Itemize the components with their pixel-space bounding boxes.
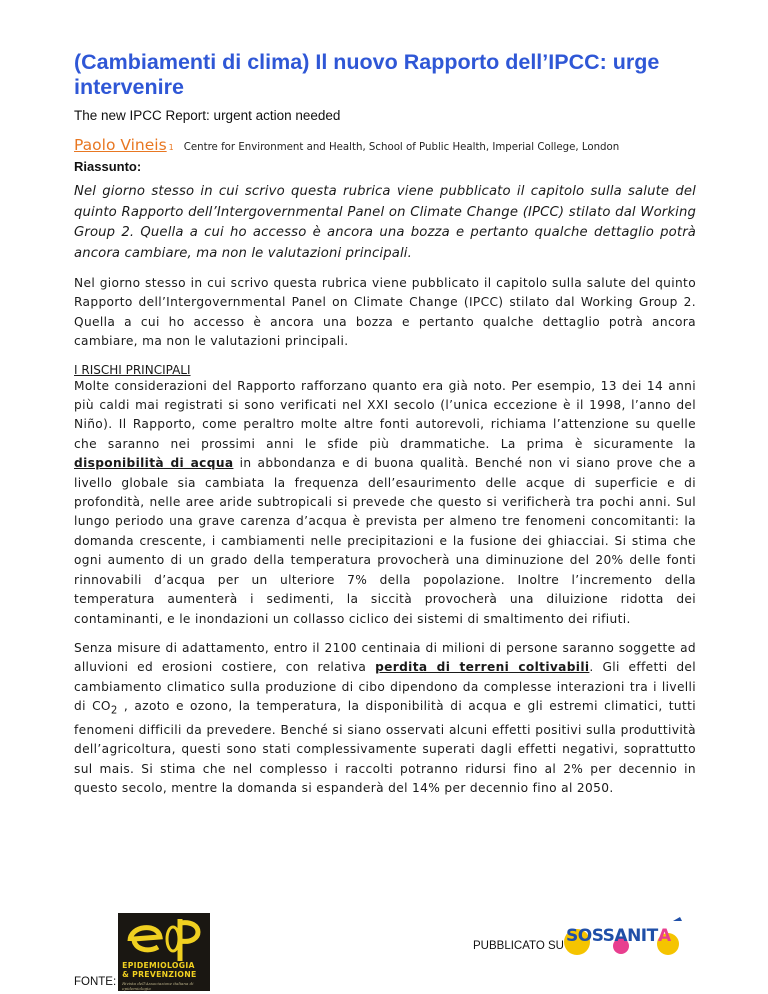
intro-paragraph: Nel giorno stesso in cui scrivo questa rubrica viene pubblicato il capitolo sulla salute del quinto Rapporto dell’Intergovernmental Panel on Climate Change (IPCC) stilato dal Working Group 2. Quella a cui ho accesso è ancora una bozza e pertanto qualche dettaglio potrà ancora cambiare, ma non le valutazioni principali. bbox=[74, 276, 696, 349]
author-line bbox=[74, 136, 696, 154]
paragraph-land bbox=[74, 639, 696, 799]
title-main: Il nuovo Rapporto dell’IPCC: urge intervenire bbox=[74, 50, 660, 99]
author-footnote-mark: 1 bbox=[168, 143, 174, 152]
ep-logo-line3: Rivista dell'Associazione italiana di epidemiologia bbox=[122, 981, 194, 991]
title-prefix: (Cambiamenti di clima) bbox=[74, 50, 316, 74]
sossanita-logo-icon[interactable] bbox=[560, 915, 688, 957]
english-subtitle: The new IPCC Report: urgent action needed bbox=[74, 108, 341, 123]
published-on-label: PUBBLICATO SU bbox=[473, 940, 564, 952]
summary-label: Riassunto: bbox=[74, 159, 142, 174]
section-heading: I RISCHI PRINCIPALI bbox=[74, 362, 191, 377]
ep-logo[interactable] bbox=[118, 913, 210, 991]
paragraph-water bbox=[74, 377, 696, 629]
page-title bbox=[74, 50, 696, 100]
author-name[interactable]: Paolo Vineis bbox=[74, 136, 167, 154]
paragraph-text: . Gli effetti del cambiamento climatico sulla produzione di cibo dipendono da complesse interazioni tra i livelli di CO bbox=[74, 660, 696, 714]
svg-text:SOSSANIT: SOSSANIT bbox=[565, 926, 658, 946]
paragraph-text: in abbondanza e di buona qualità. Benché non vi siano prove che a livello globale sia cambiata la frequenza dell’esaurimento delle acque di superficie e di profondità, nelle aree aride subtropicali si prevede che questo si verificherà tra pochi anni. Sul lungo periodo una grave carenza d’acqua è prevista per almeno tre fenomeni concomitanti: la domanda crescente, i cambiamenti nelle precipitazioni e la fusione dei ghiacciai. Si stima che ogni aumento di un grado della temperatura provocherà una diminuzione del 20% delle fonti rinnovabili d’acqua per un ulteriore 7% della popolazione. Inoltre l’incremento della temperatura aumenterà i sedimenti, la siccità provocherà una diluizione ridotta dei contaminanti, e le inondazioni un collasso ciclico dei sistemi di smaltimento dei rifiuti. bbox=[74, 456, 696, 626]
ep-monogram-logo-icon bbox=[118, 913, 210, 963]
ep-logo-line2: & PREVENZIONE bbox=[122, 970, 197, 979]
ep-logo-line1: EPIDEMIOLOGIA bbox=[122, 961, 195, 970]
paragraph-text: Molte considerazioni del Rapporto rafforzano quanto era già noto. Per esempio, 13 dei 14 anni più caldi mai registrati si sono verificati nel XXI secolo (l’unica eccezione è il 1998, l’anno del Niño). Il Rapporto, come peraltro molte altre fonti autorevoli, richiama l’attenzione su quelle che saranno nei prossimi anni le sfide più drammatiche. La prima è sicuramente la bbox=[74, 378, 696, 451]
source-label: FONTE: bbox=[74, 976, 117, 988]
svg-text:A: A bbox=[657, 926, 672, 946]
paragraph-text: , azoto e ozono, la temperatura, la disponibilità di acqua e gli estremi climatici, tutti fenomeni difficili da prevedere. Benché si siano osservati alcuni effetti positivi sulla produttività dell’agricoltura, questi sono stati complessivamente superati dagli effetti negativi, soprattutto sul mais. Si stima che nel complesso i raccolti potranno ridursi fino al 2% per decennio in questo secolo, mentre la domanda si espanderà del 14% per decennio fino al 2050. bbox=[74, 699, 696, 796]
article bbox=[74, 50, 696, 799]
summary-text: Nel giorno stesso in cui scrivo questa rubrica viene pubblicato il capitolo sulla salute del quinto Rapporto dell’Intergovernmental Panel on Climate Change (IPCC) stilato dal Working Group 2. Quella a cui ho accesso è ancora una bozza e pertanto qualche dettaglio potrà ancora cambiare, ma non le valutazioni principali. bbox=[74, 184, 696, 261]
footer-source bbox=[74, 911, 210, 989]
paragraph-text: Senza misure di adattamento, entro il 2100 centinaia di milioni di persone saranno soggette ad alluvioni ed erosioni costiere, con relativa bbox=[74, 640, 696, 675]
keyword-farmland-loss[interactable]: perdita di terreni coltivabili bbox=[375, 660, 590, 675]
author-affiliation: Centre for Environment and Health, School of Public Health, Imperial College, London bbox=[183, 142, 620, 153]
keyword-water-availability[interactable]: disponibilità di acqua bbox=[74, 456, 234, 471]
co2-subscript: 2 bbox=[110, 705, 118, 717]
footer-publisher bbox=[473, 911, 692, 953]
